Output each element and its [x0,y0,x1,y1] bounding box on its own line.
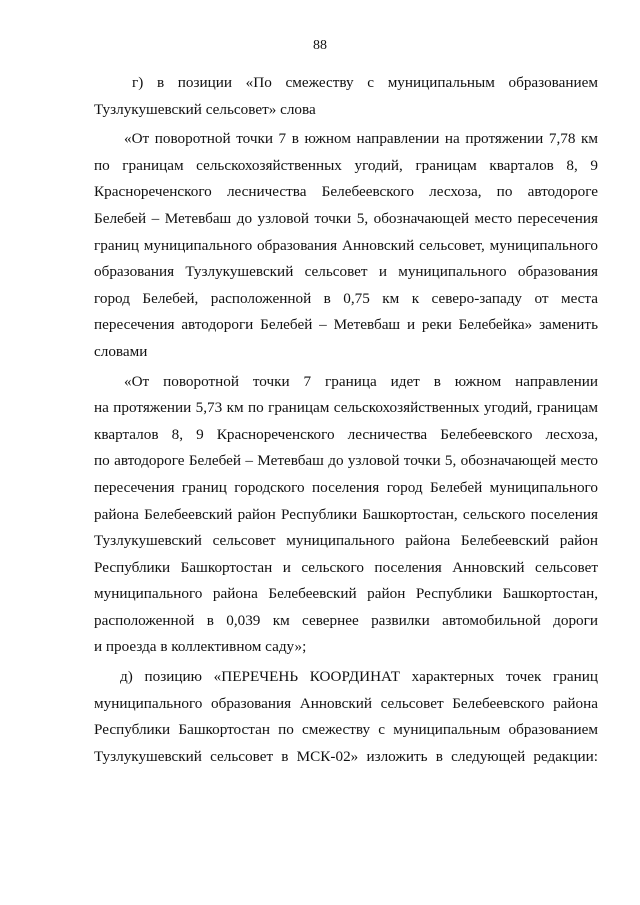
paragraph-line: Тузлукушевский сельсовет» слова [94,100,316,118]
paragraph-line: Республики Башкортостан по смежеству с муниципальным образованием [94,721,598,739]
paragraph-line: границ муниципального образования Анновский сельсовет, муниципального [94,236,598,254]
document-body [94,70,598,770]
paragraph-line: по автодороге Белебей – Метевбаш до узловой точки 5, обозначающей место [94,452,598,470]
paragraph-line: и проезда в коллективном саду»; [94,638,307,656]
page-number: 88 [313,38,327,53]
paragraph-line: пересечения границ городского поселения город Белебей муниципального [94,478,598,496]
paragraph-line: «От поворотной точки 7 в южном направлении на протяжении 7,78 км [124,130,598,148]
paragraph-line: «От поворотной точки 7 граница идет в южном направлении [124,372,598,390]
paragraph-line: расположенной в 0,039 км севернее развилки автомобильной дороги [94,611,598,629]
paragraph-line: город Белебей, расположенной в 0,75 км к северо-западу от места [94,289,598,307]
paragraph-line: образования Тузлукушевский сельсовет и муниципального образования [94,263,598,281]
paragraph-line: пересечения автодороги Белебей – Метевбаш и реки Белебейка» заменить [94,316,598,334]
paragraph-line: д) позицию «ПЕРЕЧЕНЬ КООРДИНАТ характерных точек границ [120,668,598,686]
paragraph-quote-new [94,369,598,662]
paragraph-line: Тузлукушевский сельсовет муниципального района Белебеевский район [94,532,598,550]
paragraph-line: словами [94,342,148,360]
paragraph-d [94,664,598,770]
paragraph-line: на протяжении 5,73 км по границам сельскохозяйственных угодий, границам [94,399,598,417]
paragraph-line: Краснореченского лесничества Белебеевского лесхоза, по автодороге [94,183,598,201]
paragraph-line: муниципального района Белебеевский район Республики Башкортостан, [94,585,598,603]
paragraph-line: муниципального образования Анновский сельсовет Белебеевского района [94,694,598,712]
paragraph-line: Тузлукушевский сельсовет в МСК-02» изложить в следующей редакции: [94,747,598,765]
paragraph-quote-old [94,126,598,365]
paragraph-line: Белебей – Метевбаш до узловой точки 5, обозначающей место пересечения [94,209,598,227]
paragraph-line: по границам сельскохозяйственных угодий, границам кварталов 8, 9 [94,156,598,174]
paragraph-line: района Белебеевский район Республики Башкортостан, сельского поселения [94,505,598,523]
paragraph-g [94,70,598,123]
paragraph-line: Республики Башкортостан и сельского поселения Анновский сельсовет [94,558,598,576]
paragraph-line: кварталов 8, 9 Краснореченского лесничества Белебеевского лесхоза, [94,425,598,443]
paragraph-line: г) в позиции «По смежеству с муниципальным образованием [132,74,598,91]
